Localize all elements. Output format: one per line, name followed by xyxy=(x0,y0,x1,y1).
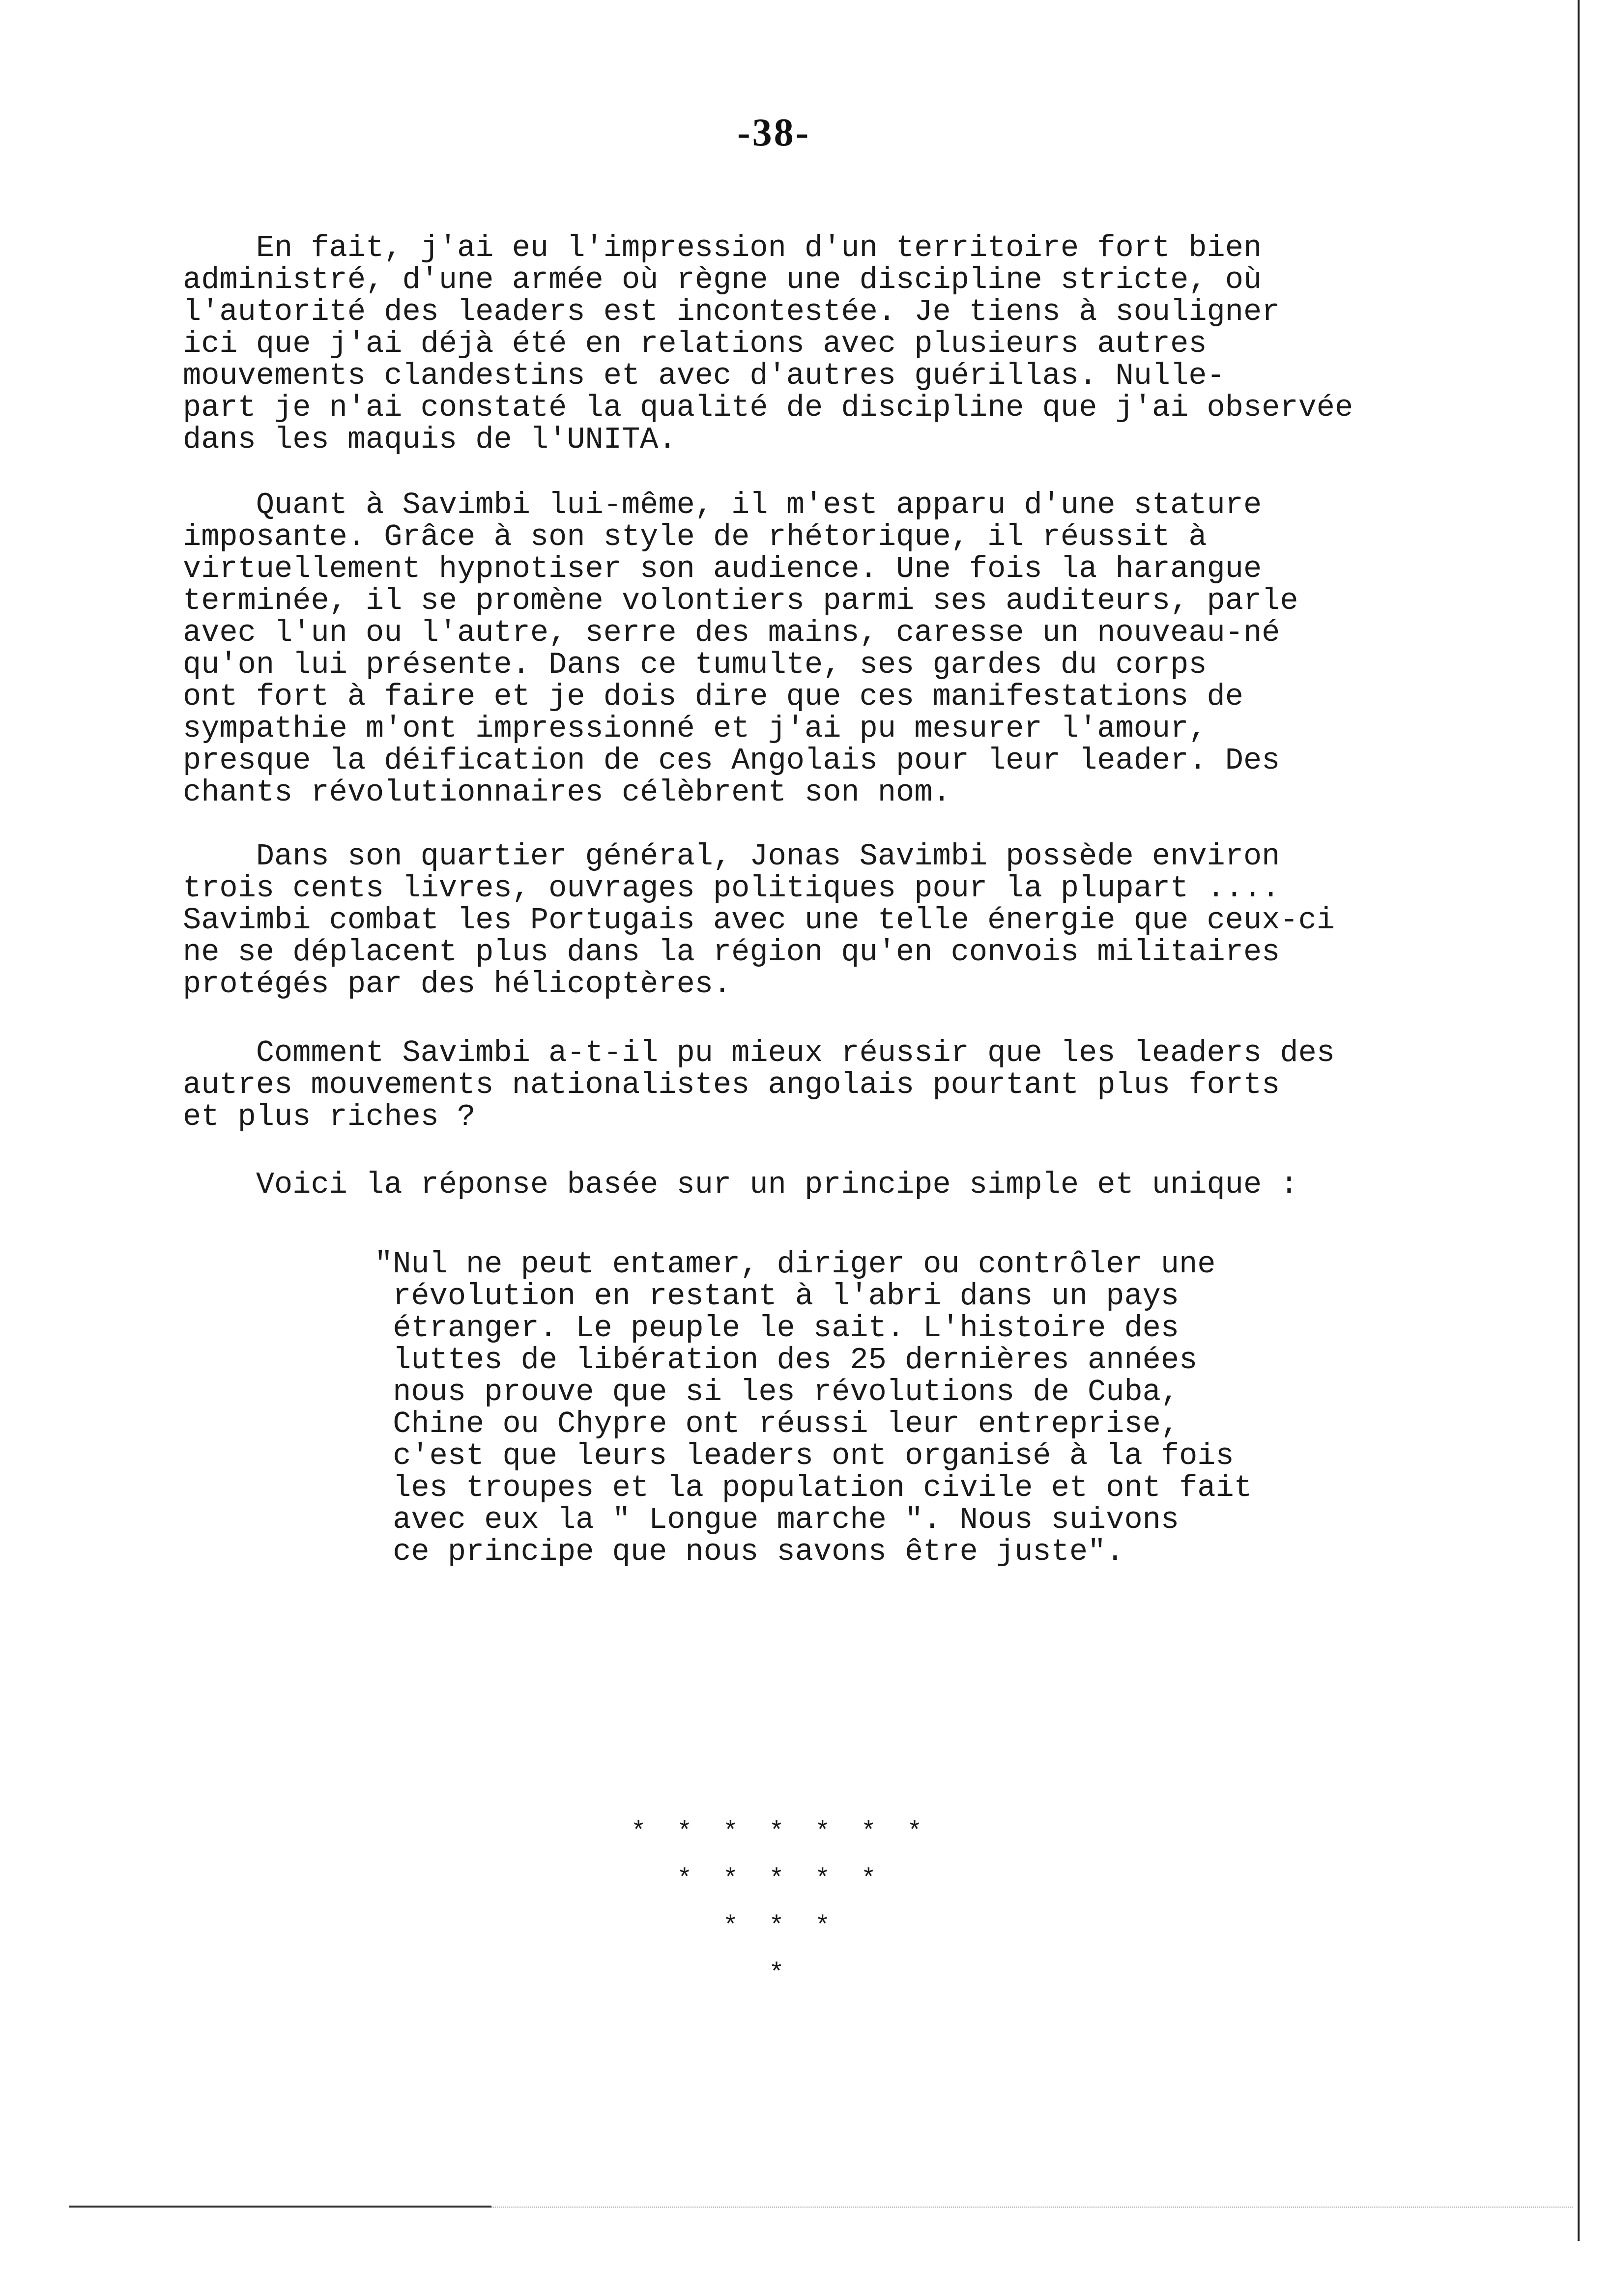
ornament-row: * * * xyxy=(722,1912,831,1941)
ornament-row: * xyxy=(769,1959,784,1988)
paragraph-savimbi-stature: Quant à Savimbi lui-même, il m'est apparu d'une stature imposante. Grâce à son style de rhétorique, il réussit à virtuellement hypnotiser son audience. Une fois la harangue terminée, il se promène volontiers parmi ses auditeurs, parle avec l'un ou l'autre, serre des mains, caresse un nouveau-né qu'on lui présente. Dans ce tumulte, ses gardes du corps ont fort à faire et je dois dire que ces manifestations de sympathie m'ont impressionné et j'ai pu mesurer l'amour, presque la déification de ces Angolais pour leur leader. Des chants révolutionnaires célèbrent son nom. xyxy=(183,488,1298,810)
ornament-row: * * * * * * * xyxy=(631,1817,922,1846)
paragraph-territoire: En fait, j'ai eu l'impression d'un territoire fort bien administré, d'une armée où règne une discipline stricte, où l'autorité des leaders est incontestée. Je tiens à souligner ici que j'ai déjà été en relations avec plusieurs autres mouvements clandestins et avec d'autres guérillas. Nulle- part je n'ai constaté la qualité de discipline que j'ai observée dans les maquis de l'UNITA. xyxy=(183,230,1353,457)
paragraph-question: Comment Savimbi a-t-il pu mieux réussir que les leaders des autres mouvements nationalistes angolais pourtant plus forts et plus riches ? xyxy=(183,1035,1335,1134)
paragraph-reponse-intro: Voici la réponse basée sur un principe simple et unique : xyxy=(183,1167,1298,1202)
page-edge-line xyxy=(1578,0,1580,2241)
quote-principle: "Nul ne peut entamer, diriger ou contrôler une révolution en restant à l'abri dans un pays étranger. Le peuple le sait. L'histoire des luttes de libération des 25 dernières années nous prouve que si les révolutions de Cuba, Chine ou Chypre ont réussi leur entreprise, c'est que leurs leaders ont organisé à la fois les troupes et la population civile et ont fait avec eux la " Longue marche ". Nous suivons ce principe que nous savons être juste". xyxy=(374,1247,1252,1569)
paragraph-quartier-general: Dans son quartier général, Jonas Savimbi possède environ trois cents livres, ouvrages politiques pour la plupart .... Savimbi combat les Portugais avec une telle énergie que ceux-ci ne se déplacent plus dans la région qu'en convois militaires protégés par des hélicoptères. xyxy=(183,839,1335,1002)
page-number: -38- xyxy=(737,111,811,154)
footer-rule xyxy=(69,2206,491,2208)
footer-rule-faint xyxy=(491,2207,1573,2208)
asterisk-ornament xyxy=(590,1808,963,1997)
ornament-row: * * * * * xyxy=(677,1865,876,1894)
